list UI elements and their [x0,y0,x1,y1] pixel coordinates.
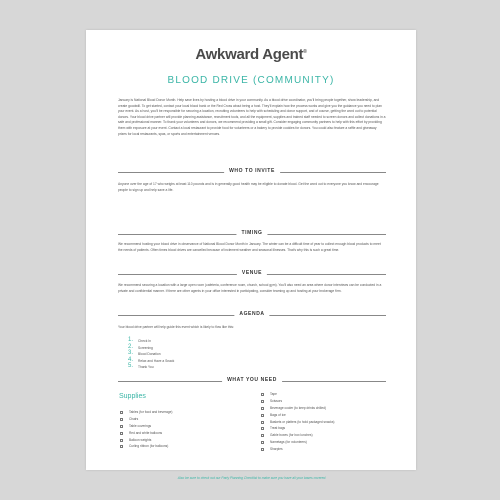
item-label: Bags of ice [270,412,286,417]
checkbox-icon[interactable] [261,400,264,403]
heading-label: VENUE [237,270,267,276]
agenda-intro: Your blood drive partner will help guide this event which is likely to flow like this: [118,325,234,329]
item-label: Curling ribbon (for balloons) [129,444,169,449]
item-label: Scissors [270,398,283,403]
checklist-item [120,423,245,430]
agenda-label: Thank You [138,365,154,369]
item-label: Beverage cooler (to keep drinks chilled) [270,405,326,410]
agenda-number: 4. [128,356,134,363]
checklist-item [261,398,391,405]
item-label: Baskets or platters (to hold packaged snacks) [270,419,335,424]
checklist-item [261,391,391,398]
checklist-item [261,425,391,432]
brand-name: Awkward Agent [195,46,304,63]
supplies-heading: Supplies [119,393,146,400]
checkbox-icon[interactable] [120,445,123,448]
item-label: Nametags (for volunteers) [270,440,307,445]
list-item [128,364,278,371]
checkbox-icon[interactable] [261,414,264,417]
checkbox-icon[interactable] [261,448,264,451]
checklist-item [261,439,391,446]
item-label: Tables (for food and beverage) [129,410,173,414]
section-heading-venue [118,270,386,278]
supplies-list-right [261,391,391,453]
checklist-item [120,443,245,450]
timing-paragraph: We recommend hosting your blood drive in observance of National Blood Donor Month in January. The winter can be a difficult time of year to collect enough blood products to meet the needs of patients. Often times blood drives are cancelled because of inclement weather and seasonal illnesses. That's why this is such a great time. [118,242,381,252]
section-heading-need [118,377,386,385]
section-heading-agenda [118,311,386,319]
who-paragraph: Anyone over the age of 17 who weighs at least 110 pounds and is in generally good health may be eligible to donate blood. Get the word out to everyone you know and encourage people to sign up and help save a life. [118,182,379,192]
brand-logo [86,46,416,63]
checklist-item [120,416,245,423]
checkbox-icon[interactable] [261,441,264,444]
item-label: Red and white balloons [129,430,163,435]
checkbox-icon[interactable] [120,439,123,442]
item-label: Treat bags [270,426,286,431]
agenda-label: Screening [138,345,153,350]
item-label: Gable boxes (for box lunches) [270,433,313,438]
heading-label: TIMING [236,230,267,236]
heading-label: WHO TO INVITE [224,168,280,174]
supplies-list-left [120,409,245,450]
checkbox-icon[interactable] [261,393,264,396]
venue-paragraph: We recommend securing a location with a large open room (cafeteria, conference room, church, school gym). You'll also need an area where donor interviews can be conducted in a private and confidential manner. If there are other agents in your office interested in participating, consider teaming up and hosting at your brokerage firm. [118,283,382,293]
item-label: Table coverings [129,423,152,428]
document-page [86,30,416,480]
checklist-item [261,432,391,439]
footer-note[interactable]: Also be sure to check out our Party Planning Checklist to make sure you have all your bases covered. [177,476,327,480]
agenda-list [128,338,278,371]
agenda-number: 5. [128,363,134,369]
agenda-label: Relax and Have a Snack [138,358,175,363]
checkbox-icon[interactable] [261,427,264,430]
checklist-item [261,419,391,426]
agenda-number: 2. [128,343,134,350]
intro-paragraph: January is National Blood Donor Month. Help save lives by hosting a blood drive in your community. As a blood drive coordinator, you'll bring people together, show leadership, and create goodwill. To get started, contact your local blood bank or the Red Cross about being a host. They'll explain how the process works and give you the guidance you need to plan your event. As a host, you'll be responsible for securing a location, recruiting volunteers to help with scheduling and donor support, and of course, getting the word out to potential donors. Your blood drive partner will provide planning assistance, recruitment tools, and all the equipment, supplies and trained staff needed to screen donors and collect donations in a safe and professional manner. To thank your volunteers and donors, we recommend providing a small gift. Consider engaging community partners to help with this effort by providing them with exposure at your event. Contact a local restaurant to provide food for volunteers or a bakery to provide cookies for donors. You could also feature a raffle and giveaway prizes for local restaurants, spas, or sports and entertainment venues. [118,98,386,136]
heading-label: WHAT YOU NEED [222,377,282,383]
checkbox-icon[interactable] [261,434,264,437]
item-label: Tape [270,392,277,396]
item-label: Chairs [129,416,139,421]
section-heading-timing [118,230,386,238]
checkbox-icon[interactable] [120,411,123,414]
checklist-item [261,412,391,419]
agenda-number: 3. [128,350,134,356]
item-label: Balloon weights [129,437,152,442]
page-title: BLOOD DRIVE (COMMUNITY) [167,75,335,86]
checklist-item [261,405,391,412]
checklist-item [120,437,245,444]
checkbox-icon[interactable] [120,425,123,428]
checkbox-icon[interactable] [261,421,264,424]
agenda-number: 1. [128,337,134,343]
item-label: Sharpies [270,447,283,452]
checkbox-icon[interactable] [120,432,123,435]
checklist-item [261,446,391,453]
checklist-item [120,430,245,437]
checkbox-icon[interactable] [120,418,123,421]
section-heading-who [118,168,386,176]
agenda-label: Blood Donation [138,352,161,356]
checkbox-icon[interactable] [261,407,264,410]
checklist-item [120,409,245,416]
agenda-label: Check In [138,339,152,343]
heading-label: AGENDA [234,311,269,317]
registered-mark: ® [303,49,307,55]
